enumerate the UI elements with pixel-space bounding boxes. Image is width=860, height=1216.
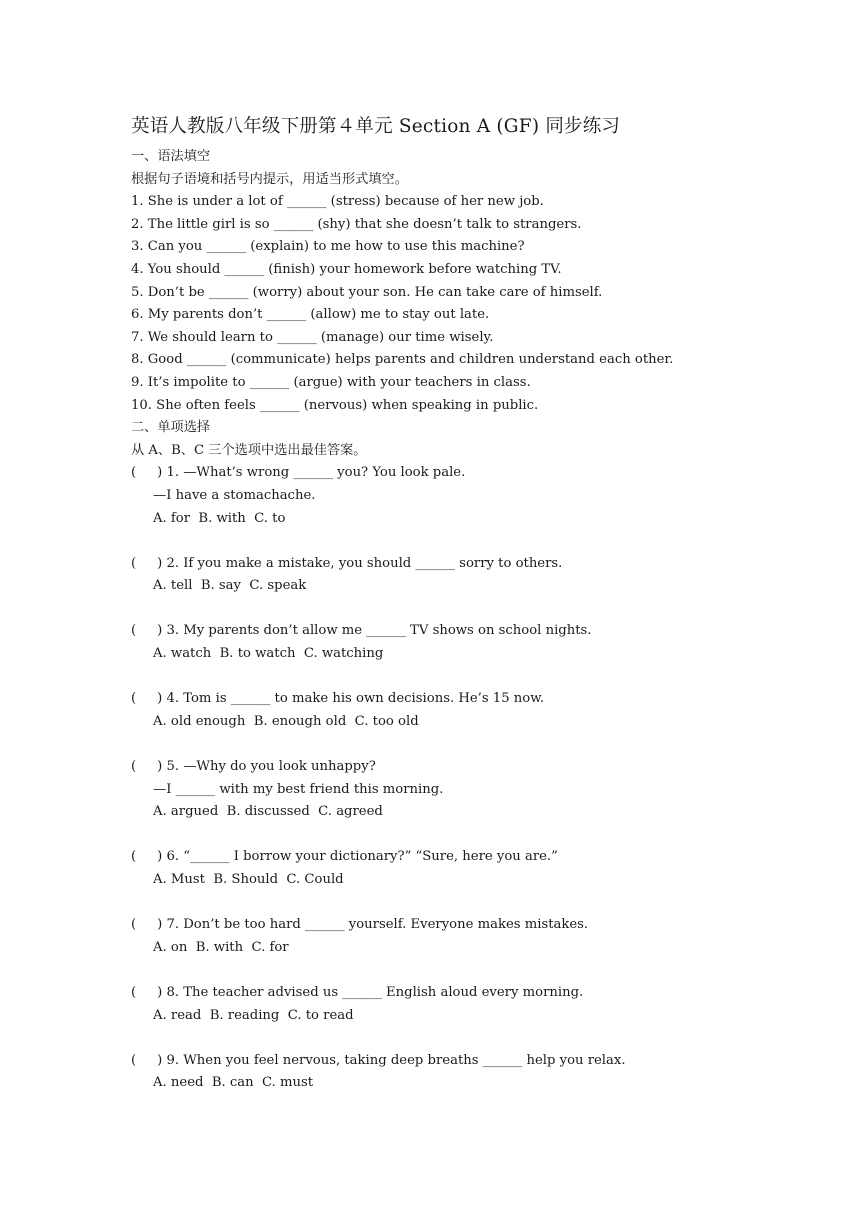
mc-question-stem: ( ) 6. “______ I borrow your dictionary?” “Sure, here you are.” <box>131 849 558 865</box>
mc-question-options: A. Must B. Should C. Could <box>153 872 344 887</box>
question-spacer <box>131 959 831 982</box>
fill-item-8: 8. Good ______ (communicate) helps parents and children understand each other. <box>131 352 674 368</box>
fill-item-2: 2. The little girl is so ______ (shy) that she doesn’t talk to strangers. <box>131 216 582 232</box>
mc-question-stem: ( ) 5. —Why do you look unhappy? <box>131 759 376 775</box>
mc-question-options: A. read B. reading C. to read <box>153 1007 354 1023</box>
fill-item-10: 10. She often feels ______ (nervous) when speaking in public. <box>131 397 539 413</box>
section-instruction-grammar-fill: 根据句子语境和括号内提示，用适当形式填空。 <box>131 171 408 187</box>
fill-item-9: 9. It’s impolite to ______ (argue) with your teachers in class. <box>131 374 531 390</box>
section-heading-multiple-choice: 二、单项选择 <box>131 420 211 436</box>
mc-question-options: A. tell B. say C. speak <box>153 578 307 594</box>
mc-question-options: A. watch B. to watch C. watching <box>153 646 384 662</box>
mc-question-dialogue-line: —I have a stomachache. <box>153 487 316 503</box>
document-page <box>131 112 831 1095</box>
mc-question-3 <box>131 620 831 688</box>
mc-question-2 <box>131 553 831 621</box>
fill-item-5: 5. Don’t be ______ (worry) about your son. He can take care of himself. <box>131 284 603 300</box>
mc-question-7 <box>131 914 831 982</box>
question-spacer <box>131 892 831 915</box>
fill-item-6: 6. My parents don’t ______ (allow) me to stay out late. <box>131 307 490 323</box>
question-spacer <box>131 1027 831 1050</box>
document-title: 英语人教版八年级下册第４单元 Section A (GF) 同步练习 <box>131 116 621 137</box>
fill-item-7: 7. We should learn to ______ (manage) our time wisely. <box>131 329 494 345</box>
mc-question-stem: ( ) 3. My parents don’t allow me ______ TV shows on school nights. <box>131 623 592 639</box>
mc-question-5 <box>131 756 831 846</box>
question-spacer <box>131 666 831 689</box>
mc-question-6 <box>131 846 831 914</box>
section-heading-grammar-fill: 一、语法填空 <box>131 149 211 164</box>
mc-question-9 <box>131 1050 831 1095</box>
mc-question-stem: ( ) 7. Don’t be too hard ______ yourself. Everyone makes mistakes. <box>131 917 589 933</box>
mc-question-dialogue-line: —I ______ with my best friend this morning. <box>153 781 444 797</box>
mc-question-stem: ( ) 9. When you feel nervous, taking deep breaths ______ help you relax. <box>131 1052 626 1068</box>
mc-question-4 <box>131 688 831 756</box>
fill-item-3: 3. Can you ______ (explain) to me how to use this machine? <box>131 239 525 255</box>
mc-question-1 <box>131 462 831 552</box>
question-spacer <box>131 824 831 847</box>
fill-item-1: 1. She is under a lot of ______ (stress) because of her new job. <box>131 194 544 210</box>
mc-question-options: A. argued B. discussed C. agreed <box>153 804 383 820</box>
question-spacer <box>131 530 831 553</box>
question-spacer <box>131 733 831 756</box>
mc-question-stem: ( ) 2. If you make a mistake, you should ______ sorry to others. <box>131 555 563 571</box>
mc-question-stem: ( ) 1. —What’s wrong ______ you? You look pale. <box>131 465 466 481</box>
fill-item-4: 4. You should ______ (finish) your homework before watching TV. <box>131 261 562 277</box>
mc-question-8 <box>131 982 831 1050</box>
mc-question-stem: ( ) 4. Tom is ______ to make his own decisions. He’s 15 now. <box>131 691 545 707</box>
mc-question-options: A. need B. can C. must <box>153 1075 314 1091</box>
section-instruction-multiple-choice: 从 A、B、C 三个选项中选出最佳答案。 <box>131 442 367 458</box>
mc-question-options: A. on B. with C. for <box>153 939 289 955</box>
question-spacer <box>131 598 831 621</box>
mc-question-stem: ( ) 8. The teacher advised us ______ English aloud every morning. <box>131 984 584 1000</box>
mc-question-options: A. for B. with C. to <box>153 510 286 526</box>
mc-question-options: A. old enough B. enough old C. too old <box>153 713 419 729</box>
